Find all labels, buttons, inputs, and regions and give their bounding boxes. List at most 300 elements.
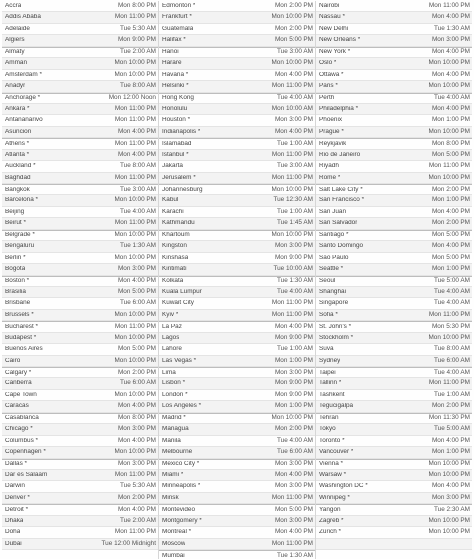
local-time: Tue 6:00 AM bbox=[434, 356, 470, 364]
local-time: Mon 3:00 PM bbox=[431, 36, 470, 44]
city-name: New York * bbox=[319, 49, 351, 56]
table-row bbox=[159, 81, 315, 92]
city-name: Jerusalem * bbox=[162, 174, 196, 181]
table-row bbox=[2, 539, 158, 550]
city-name: Sydney bbox=[319, 357, 341, 364]
city-name: Perth bbox=[319, 95, 335, 102]
local-time: Tue 4:00 AM bbox=[277, 94, 313, 102]
local-time: Mon 10:00 PM bbox=[114, 333, 156, 341]
table-row bbox=[159, 310, 315, 321]
table-row bbox=[159, 58, 315, 69]
city-name: Atlanta * bbox=[5, 151, 30, 158]
local-time: Mon 9:00 PM bbox=[274, 390, 313, 398]
city-name: San Salvador bbox=[319, 220, 358, 227]
local-time: Mon 11:00 PM bbox=[114, 470, 156, 478]
city-name: Paris * bbox=[319, 83, 338, 90]
local-time: Mon 1:00 PM bbox=[431, 265, 470, 273]
city-name: Montreal * bbox=[162, 529, 192, 536]
table-row bbox=[2, 378, 158, 389]
local-time: Mon 10:00 PM bbox=[114, 70, 156, 78]
table-row bbox=[159, 70, 315, 81]
city-name: Algiers bbox=[5, 37, 25, 44]
local-time: Mon 1:00 PM bbox=[274, 356, 313, 364]
local-time: Mon 4:00 PM bbox=[274, 528, 313, 536]
table-row bbox=[316, 321, 472, 332]
table-row bbox=[159, 93, 315, 104]
table-row bbox=[316, 390, 472, 401]
local-time: Mon 5:00 PM bbox=[117, 287, 156, 295]
local-time: Mon 10:00 PM bbox=[271, 414, 313, 422]
local-time: Mon 11:30 PM bbox=[428, 414, 470, 422]
city-name: Guatemala bbox=[162, 25, 194, 32]
table-row bbox=[2, 424, 158, 435]
city-name: Edmonton * bbox=[162, 3, 196, 10]
table-row bbox=[316, 298, 472, 309]
table-row bbox=[2, 195, 158, 206]
local-time: Mon 11:00 PM bbox=[428, 379, 470, 387]
local-time: Tue 1:30 AM bbox=[434, 24, 470, 32]
table-row bbox=[316, 287, 472, 298]
local-time: Tue 6:00 AM bbox=[277, 448, 313, 456]
table-row bbox=[159, 207, 315, 218]
table-row bbox=[159, 127, 315, 138]
city-name: Khartoum bbox=[162, 232, 190, 239]
city-name: Vancouver * bbox=[319, 449, 354, 456]
table-row bbox=[159, 35, 315, 46]
local-time: Mon 4:00 PM bbox=[117, 402, 156, 410]
table-row bbox=[2, 1, 158, 12]
city-name: Kingston bbox=[162, 243, 187, 250]
local-time: Mon 10:00 PM bbox=[428, 333, 470, 341]
city-name: Tashkent bbox=[319, 391, 345, 398]
city-name: Johannesburg bbox=[162, 186, 203, 193]
local-time: Mon 3:00 PM bbox=[117, 460, 156, 468]
city-name: Harare bbox=[162, 60, 182, 67]
local-time: Mon 5:00 PM bbox=[117, 345, 156, 353]
city-name: Barcelona * bbox=[5, 197, 39, 204]
city-name: Prague * bbox=[319, 128, 344, 135]
table-row bbox=[159, 264, 315, 275]
city-name: Casablanca bbox=[5, 415, 39, 422]
local-time: Mon 4:00 PM bbox=[431, 482, 470, 490]
table-row bbox=[159, 527, 315, 538]
table-row bbox=[159, 539, 315, 550]
local-time: Tue 4:00 AM bbox=[434, 287, 470, 295]
local-time: Mon 3:00 PM bbox=[274, 368, 313, 376]
city-name: Brasilia bbox=[5, 288, 26, 295]
city-name: Ankara * bbox=[5, 105, 30, 112]
city-name: Kathmandu bbox=[162, 220, 195, 227]
table-row bbox=[316, 367, 472, 378]
table-row bbox=[316, 276, 472, 287]
table-row bbox=[316, 356, 472, 367]
table-row bbox=[316, 150, 472, 161]
local-time: Mon 2:00 PM bbox=[117, 493, 156, 501]
city-name: Athens * bbox=[5, 140, 30, 147]
local-time: Mon 3:00 PM bbox=[117, 425, 156, 433]
city-name: Managua bbox=[162, 426, 189, 433]
local-time: Tue 1:30 AM bbox=[277, 551, 313, 559]
table-row bbox=[2, 470, 158, 481]
city-name: Singapore bbox=[319, 300, 349, 307]
local-time: Tue 3:00 AM bbox=[277, 162, 313, 170]
local-time: Mon 4:00 PM bbox=[431, 48, 470, 56]
local-time: Mon 11:00 PM bbox=[114, 528, 156, 536]
city-name: Las Vegas * bbox=[162, 357, 197, 364]
local-time: Mon 4:00 PM bbox=[117, 505, 156, 513]
city-name: Anchorage * bbox=[5, 95, 41, 102]
local-time: Tue 1:00 AM bbox=[277, 207, 313, 215]
local-time: Mon 11:00 PM bbox=[271, 310, 313, 318]
local-time: Tue 8:00 AM bbox=[120, 82, 156, 90]
local-time: Mon 10:00 PM bbox=[428, 516, 470, 524]
local-time: Mon 3:00 PM bbox=[117, 265, 156, 273]
table-row bbox=[2, 127, 158, 138]
table-row bbox=[2, 184, 158, 195]
city-name: Kiritimati bbox=[162, 266, 187, 273]
local-time: Mon 11:00 PM bbox=[114, 322, 156, 330]
table-row bbox=[316, 344, 472, 355]
table-row bbox=[316, 527, 472, 538]
local-time: Mon 3:00 PM bbox=[431, 493, 470, 501]
city-name: Bogota bbox=[5, 266, 26, 273]
table-row bbox=[2, 230, 158, 241]
table-row bbox=[159, 321, 315, 332]
city-name: Washington DC * bbox=[319, 483, 368, 490]
local-time: Mon 4:00 PM bbox=[117, 150, 156, 158]
local-time: Mon 11:00 PM bbox=[114, 116, 156, 124]
local-time: Tue 8:00 AM bbox=[434, 345, 470, 353]
local-time: Tue 1:00 AM bbox=[434, 390, 470, 398]
table-row bbox=[2, 35, 158, 46]
table-row bbox=[159, 459, 315, 470]
table-row bbox=[316, 470, 472, 481]
table-row bbox=[159, 184, 315, 195]
city-name: Dallas * bbox=[5, 461, 28, 468]
local-time: Mon 2:00 PM bbox=[431, 219, 470, 227]
local-time: Mon 10:00 PM bbox=[114, 253, 156, 261]
table-row bbox=[2, 138, 158, 149]
local-time: Mon 8:00 PM bbox=[431, 139, 470, 147]
table-row bbox=[2, 173, 158, 184]
table-row bbox=[316, 70, 472, 81]
city-name: San Francisco * bbox=[319, 197, 365, 204]
local-time: Mon 10:00 PM bbox=[428, 59, 470, 67]
table-row bbox=[316, 161, 472, 172]
table-row bbox=[2, 333, 158, 344]
city-name: New Delhi bbox=[319, 25, 349, 32]
local-time: Tue 3:00 AM bbox=[120, 185, 156, 193]
city-name: St. John's * bbox=[319, 323, 352, 330]
local-time: Mon 10:00 PM bbox=[428, 470, 470, 478]
city-name: Istanbul * bbox=[162, 151, 189, 158]
local-time: Mon 3:00 PM bbox=[274, 460, 313, 468]
table-row bbox=[159, 333, 315, 344]
local-time: Tue 4:00 AM bbox=[277, 436, 313, 444]
table-row bbox=[316, 12, 472, 23]
city-name: Baghdad bbox=[5, 174, 31, 181]
table-row bbox=[159, 253, 315, 264]
local-time: Mon 8:00 PM bbox=[117, 414, 156, 422]
table-row bbox=[2, 150, 158, 161]
city-name: Montevideo bbox=[162, 506, 196, 513]
local-time: Mon 11:00 PM bbox=[271, 493, 313, 501]
table-row bbox=[159, 436, 315, 447]
local-time: Mon 5:00 PM bbox=[431, 253, 470, 261]
table-row bbox=[2, 93, 158, 104]
table-row bbox=[316, 104, 472, 115]
city-name: Frankfurt * bbox=[162, 14, 192, 21]
local-time: Tue 2:30 AM bbox=[434, 505, 470, 513]
city-name: Detroit * bbox=[5, 506, 29, 513]
table-row bbox=[2, 367, 158, 378]
local-time: Tue 8:00 AM bbox=[120, 162, 156, 170]
table-row bbox=[159, 115, 315, 126]
table-row bbox=[316, 481, 472, 492]
city-name: Salt Lake City * bbox=[319, 186, 363, 193]
city-name: Belgrade * bbox=[5, 232, 35, 239]
table-row bbox=[159, 276, 315, 287]
table-row bbox=[159, 447, 315, 458]
city-name: Boston * bbox=[5, 278, 30, 285]
table-row bbox=[316, 230, 472, 241]
table-row bbox=[316, 504, 472, 515]
table-row bbox=[316, 47, 472, 58]
city-name: Beijing bbox=[5, 208, 25, 215]
local-time: Mon 4:00 PM bbox=[117, 436, 156, 444]
table-row bbox=[159, 241, 315, 252]
local-time: Tue 5:00 AM bbox=[434, 425, 470, 433]
city-name: Philadelphia * bbox=[319, 105, 359, 112]
table-row bbox=[316, 127, 472, 138]
city-name: Canberra bbox=[5, 380, 32, 387]
city-name: Ottawa * bbox=[319, 71, 344, 78]
local-time: Mon 10:00 PM bbox=[428, 127, 470, 135]
local-time: Mon 3:00 PM bbox=[274, 516, 313, 524]
table-row bbox=[316, 253, 472, 264]
local-time: Tue 4:00 AM bbox=[120, 207, 156, 215]
local-time: Mon 3:00 PM bbox=[274, 482, 313, 490]
local-time: Tue 5:30 AM bbox=[120, 482, 156, 490]
city-name: Dhaka bbox=[5, 517, 24, 524]
local-time: Mon 9:00 PM bbox=[274, 333, 313, 341]
local-time: Mon 11:00 PM bbox=[428, 2, 470, 10]
local-time: Mon 5:00 PM bbox=[274, 36, 313, 44]
table-row bbox=[2, 218, 158, 229]
local-time: Mon 2:00 PM bbox=[274, 24, 313, 32]
city-name: Jakarta bbox=[162, 163, 183, 170]
local-time: Tue 2:00 AM bbox=[120, 48, 156, 56]
table-row bbox=[159, 413, 315, 424]
local-time: Mon 4:00 PM bbox=[431, 70, 470, 78]
city-name: Vienna * bbox=[319, 461, 344, 468]
city-name: Kuwait City bbox=[162, 300, 194, 307]
table-row bbox=[2, 516, 158, 527]
city-name: Honolulu bbox=[162, 105, 188, 112]
city-name: Riyadh bbox=[319, 163, 339, 170]
table-row bbox=[159, 344, 315, 355]
city-name: Nassau * bbox=[319, 14, 345, 21]
local-time: Mon 10:00 PM bbox=[114, 448, 156, 456]
table-row bbox=[2, 207, 158, 218]
table-row bbox=[159, 493, 315, 504]
local-time: Mon 1:00 PM bbox=[431, 448, 470, 456]
local-time: Mon 4:00 PM bbox=[117, 127, 156, 135]
city-name: Tegucigalpa bbox=[319, 403, 354, 410]
local-time: Mon 5:30 PM bbox=[431, 322, 470, 330]
city-name: Kyiv * bbox=[162, 311, 179, 318]
city-name: Karachi bbox=[162, 208, 184, 215]
city-name: Seattle * bbox=[319, 266, 344, 273]
local-time: Mon 11:00 PM bbox=[428, 310, 470, 318]
city-name: Indianapolis * bbox=[162, 128, 201, 135]
city-name: Stockholm * bbox=[319, 334, 354, 341]
local-time: Tue 10:00 AM bbox=[273, 265, 313, 273]
table-row bbox=[2, 264, 158, 275]
city-name: Bucharest * bbox=[5, 323, 39, 330]
local-time: Mon 10:00 PM bbox=[271, 59, 313, 67]
city-name: Sao Paulo bbox=[319, 254, 349, 261]
local-time: Mon 1:00 PM bbox=[431, 196, 470, 204]
table-row bbox=[2, 436, 158, 447]
local-time: Mon 11:00 PM bbox=[114, 219, 156, 227]
table-row bbox=[159, 298, 315, 309]
local-time: Tue 6:00 AM bbox=[120, 379, 156, 387]
table-row bbox=[159, 367, 315, 378]
local-time: Mon 4:00 PM bbox=[274, 322, 313, 330]
local-time: Tue 12:30 AM bbox=[273, 196, 313, 204]
table-row bbox=[159, 161, 315, 172]
table-row bbox=[2, 390, 158, 401]
table-row bbox=[159, 47, 315, 58]
table-row bbox=[316, 401, 472, 412]
city-name: Islamabad bbox=[162, 140, 192, 147]
table-row bbox=[159, 378, 315, 389]
local-time: Tue 1:30 AM bbox=[277, 277, 313, 285]
local-time: Mon 10:00 PM bbox=[428, 173, 470, 181]
city-name: Kinshasa bbox=[162, 254, 189, 261]
table-row bbox=[159, 470, 315, 481]
city-name: Taipei bbox=[319, 369, 336, 376]
local-time: Mon 2:00 PM bbox=[431, 402, 470, 410]
table-row bbox=[2, 527, 158, 538]
city-name: Phoenix bbox=[319, 117, 343, 124]
city-name: Amman bbox=[5, 60, 28, 67]
local-time: Mon 4:00 PM bbox=[431, 104, 470, 112]
table-row bbox=[2, 70, 158, 81]
city-name: Minneapolis * bbox=[162, 483, 201, 490]
city-name: Moscow bbox=[162, 540, 186, 547]
city-name: San Juan bbox=[319, 208, 347, 215]
local-time: Mon 9:00 PM bbox=[117, 36, 156, 44]
table-row bbox=[316, 1, 472, 12]
city-name: Dar es Salaam bbox=[5, 471, 48, 478]
table-row bbox=[316, 539, 472, 550]
city-name: Nairobi bbox=[319, 3, 340, 10]
city-name: Amsterdam * bbox=[5, 71, 42, 78]
city-name: Houston * bbox=[162, 117, 191, 124]
city-name: Auckland * bbox=[5, 163, 36, 170]
table-row bbox=[159, 150, 315, 161]
city-name: Dubai bbox=[5, 540, 22, 547]
table-row bbox=[2, 47, 158, 58]
local-time: Mon 10:00 PM bbox=[114, 390, 156, 398]
city-name: Seoul bbox=[319, 278, 336, 285]
local-time: Mon 10:00 PM bbox=[114, 59, 156, 67]
city-name: Cape Town bbox=[5, 391, 37, 398]
table-row bbox=[2, 504, 158, 515]
city-name: Santiago * bbox=[319, 232, 349, 239]
table-row bbox=[2, 253, 158, 264]
city-name: Winnipeg * bbox=[319, 494, 350, 501]
table-row bbox=[2, 413, 158, 424]
city-name: Lahore bbox=[162, 346, 182, 353]
table-row bbox=[316, 184, 472, 195]
local-time: Mon 5:00 PM bbox=[431, 150, 470, 158]
city-name: Accra bbox=[5, 3, 22, 10]
city-name: Hong Kong bbox=[162, 95, 194, 102]
table-row bbox=[316, 378, 472, 389]
city-name: Helsinki * bbox=[162, 83, 189, 90]
table-row bbox=[316, 516, 472, 527]
local-time: Mon 10:00 PM bbox=[114, 356, 156, 364]
city-name: Rio de Janeiro bbox=[319, 151, 361, 158]
local-time: Mon 11:00 PM bbox=[428, 162, 470, 170]
local-time: Mon 11:00 PM bbox=[271, 539, 313, 547]
column-middle bbox=[158, 1, 315, 559]
table-row bbox=[2, 356, 158, 367]
table-row bbox=[316, 493, 472, 504]
local-time: Mon 4:00 PM bbox=[274, 470, 313, 478]
city-name: Berlin * bbox=[5, 254, 26, 261]
table-row bbox=[316, 207, 472, 218]
table-row bbox=[2, 24, 158, 35]
local-time: Tue 1:00 AM bbox=[277, 345, 313, 353]
local-time: Mon 10:00 PM bbox=[428, 528, 470, 536]
local-time: Mon 9:00 PM bbox=[274, 253, 313, 261]
table-row bbox=[316, 93, 472, 104]
table-row bbox=[316, 115, 472, 126]
table-row bbox=[159, 230, 315, 241]
city-name: Antananarivo bbox=[5, 117, 43, 124]
local-time: Mon 4:00 PM bbox=[431, 242, 470, 250]
local-time: Mon 11:00 PM bbox=[114, 104, 156, 112]
city-name: Lagos bbox=[162, 334, 180, 341]
local-time: Mon 11:00 PM bbox=[114, 173, 156, 181]
table-row bbox=[2, 115, 158, 126]
city-name: Almaty bbox=[5, 49, 25, 56]
city-name: Anadyr bbox=[5, 83, 26, 90]
city-name: Toronto * bbox=[319, 437, 345, 444]
local-time: Tue 4:00 AM bbox=[434, 368, 470, 376]
local-time: Mon 2:00 PM bbox=[274, 2, 313, 10]
local-time: Mon 11:00 PM bbox=[271, 173, 313, 181]
table-row bbox=[316, 264, 472, 275]
table-row bbox=[159, 195, 315, 206]
local-time: Tue 4:00 AM bbox=[434, 299, 470, 307]
city-name: Yangon bbox=[319, 506, 341, 513]
local-time: Tue 4:00 AM bbox=[277, 287, 313, 295]
local-time: Mon 10:00 PM bbox=[271, 231, 313, 239]
table-row bbox=[159, 287, 315, 298]
city-name: Tallinn * bbox=[319, 380, 342, 387]
city-name: Lisbon * bbox=[162, 380, 186, 387]
local-time: Tue 5:00 AM bbox=[434, 277, 470, 285]
city-name: Rome * bbox=[319, 174, 341, 181]
table-row bbox=[316, 333, 472, 344]
table-row bbox=[159, 12, 315, 23]
local-time: Mon 10:00 PM bbox=[114, 231, 156, 239]
